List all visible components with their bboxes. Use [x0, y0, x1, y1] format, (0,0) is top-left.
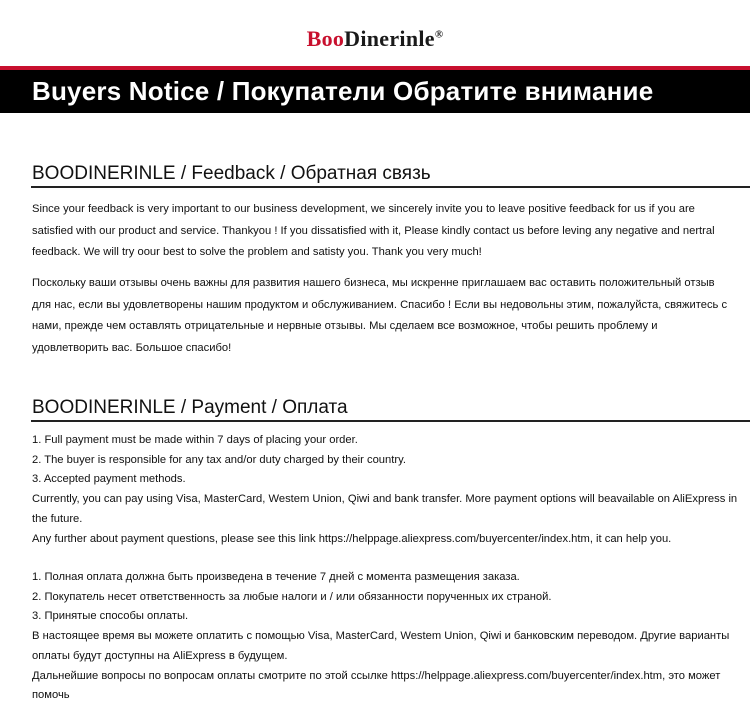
feedback-heading-rule [31, 186, 750, 188]
brand-logo [307, 26, 444, 52]
payment-heading-rule [31, 420, 750, 422]
banner-title: Buyers Notice / Покупатели Обратите внимание [32, 76, 654, 106]
payment-item-ru: 3. Принятые способы оплаты. [32, 610, 189, 623]
payment-item-ru: 1. Полная оплата должна быть произведена в течение 7 дней с момента размещения заказа. [32, 571, 520, 583]
payment-list-en [32, 431, 742, 549]
payment-item-en: 1. Full payment must be made within 7 days of placing your order. [32, 434, 358, 446]
feedback-text-ru: Поскольку ваши отзывы очень важны для развития нашего бизнеса, мы искренне приглашаем вас оставить положительный отзыв для нас, если вы удовлетворены нашим продуктом и обслуживанием. Спасибо ! Если вы недовольны этим, пожалуйста, свяжитесь с нами, прежде чем оставлять отрицательные и нервные отзывы. Мы сделаем все возможное, чтобы решить проблему и удовлетворить вас. Большое спасибо! [32, 277, 728, 354]
logo-text-part1: Boo [306, 26, 345, 51]
payment-item-ru: 2. Покупатель несет ответственность за любые налоги и / или обязанности порученных их страной. [32, 590, 552, 603]
payment-heading: BOODINERINLE / Payment / Оплата [32, 397, 348, 418]
notice-banner [0, 70, 750, 113]
header-bar [0, 0, 750, 66]
feedback-text-en: Since your feedback is very important to our business development, we sincerely invite you to leave positive feedback for us if you are satisfied with our product and service. Thankyou ! If you dissatisfied with it, Please kindly contact us before leving any negative and nertral feedback. We will try oour best to solve the problem and satisty you. Thank you very much! [32, 203, 715, 258]
payment-item-en: Any further about payment questions, please see this link https://helppage.aliexpress.com/buyercenter/index.htm, it can help you. [32, 532, 672, 545]
payment-item-ru: Дальнейшие вопросы по вопросам оплаты смотрите по этой ссылке https://helppage.aliexpress.com/buyercenter/index.htm, это может помочь [32, 669, 721, 702]
payment-item-en: 3. Accepted payment methods. [32, 473, 186, 486]
registered-mark: ® [434, 28, 444, 41]
feedback-heading: BOODINERINLE / Feedback / Обратная связь [32, 163, 431, 184]
payment-list-ru [32, 568, 742, 706]
payment-item-ru: В настоящее время вы можете оплатить с помощью Visa, MasterCard, Westem Union, Qiwi и банковским переводом. Другие варианты оплаты будут доступны на AliExpress в будущем. [32, 630, 730, 662]
payment-item-en: Currently, you can pay using Visa, MasterCard, Westem Union, Qiwi and bank transfer. More payment options will beavailable on AliExpress in the future. [32, 493, 738, 525]
logo-text-part2: Dinerinle [344, 26, 435, 51]
payment-item-en: 2. The buyer is responsible for any tax and/or duty charged by their country. [32, 453, 406, 466]
